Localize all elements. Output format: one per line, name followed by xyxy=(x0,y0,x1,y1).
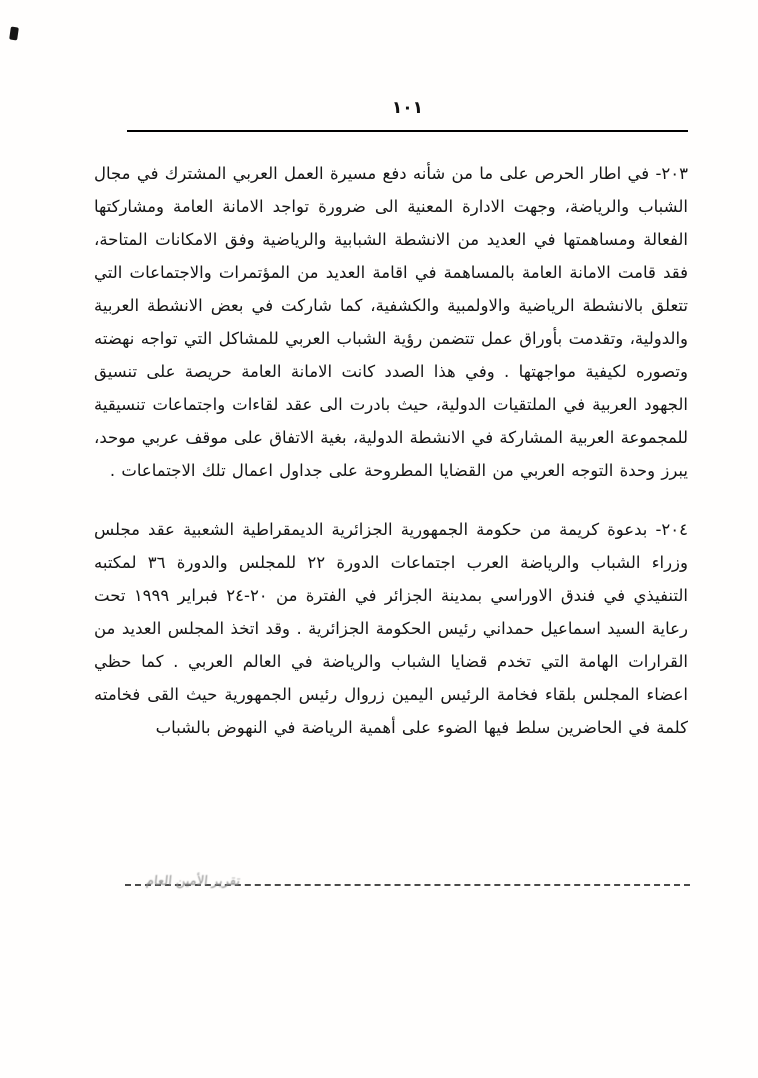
page-number: ١٠١ xyxy=(391,98,424,118)
paragraph-203: ٢٠٣- في اطار الحرص على ما من شأنه دفع مسيرة العمل العربي المشترك في مجال الشباب والرياضة، وجهت الادارة المعنية الى ضرورة تواجد الامانة العامة ومشاركتها الفعالة ومساهمتها في العديد من الانشطة الشبابية والرياضية وفق الامكانات المتاحة، فقد قامت الامانة العامة بالمساهمة في اقامة العديد من المؤتمرات والاجتماعات التي تتعلق بالانشطة الرياضية والاولمبية والكشفية، كما شاركت في بعض الانشطة العربية والدولية، وتقدمت بأوراق عمل تتضمن رؤية الشباب العربي للمشاكل التي تواجه نهضته وتصوره لكيفية مواجهتها . وفي هذا الصدد كانت الامانة العامة حريصة على تنسيق الجهود العربية في الملتقيات الدولية، حيث بادرت الى عقد لقاءات واجتماعات تنسيقية للمجموعة العربية المشاركة في الانشطة الدولية، بغية الاتفاق على موقف عربي موحد، يبرز وحدة التوجه العربي من القضايا المطروحة على جداول اعمال تلك الاجتماعات . xyxy=(94,164,688,480)
footer-note: تقرير الأمين العام xyxy=(145,874,241,889)
page-content xyxy=(94,157,688,744)
paragraph-204: ٢٠٤- بدعوة كريمة من حكومة الجمهورية الجزائرية الديمقراطية الشعبية عقد مجلس وزراء الشباب والرياضة العرب اجتماعات الدورة ٢٢ للمجلس والدورة ٣٦ لمكتبه التنفيذي في فندق الاوراسي بمدينة الجزائر في الفترة من ٢٠-٢٤ فبراير ١٩٩٩ تحت رعاية السيد اسماعيل حمداني رئيس الحكومة الجزائرية . وقد اتخذ المجلس العديد من القرارات الهامة التي تخدم قضايا الشباب والرياضة في العالم العربي . كما حظي اعضاء المجلس بلقاء فخامة الرئيس اليمين زروال رئيس الجمهورية حيث القى فخامته كلمة في الحاضرين سلط فيها الضوء على أهمية الرياضة في النهوض بالشباب xyxy=(94,520,688,737)
header-rule xyxy=(127,130,688,132)
scan-artifact xyxy=(9,27,19,41)
